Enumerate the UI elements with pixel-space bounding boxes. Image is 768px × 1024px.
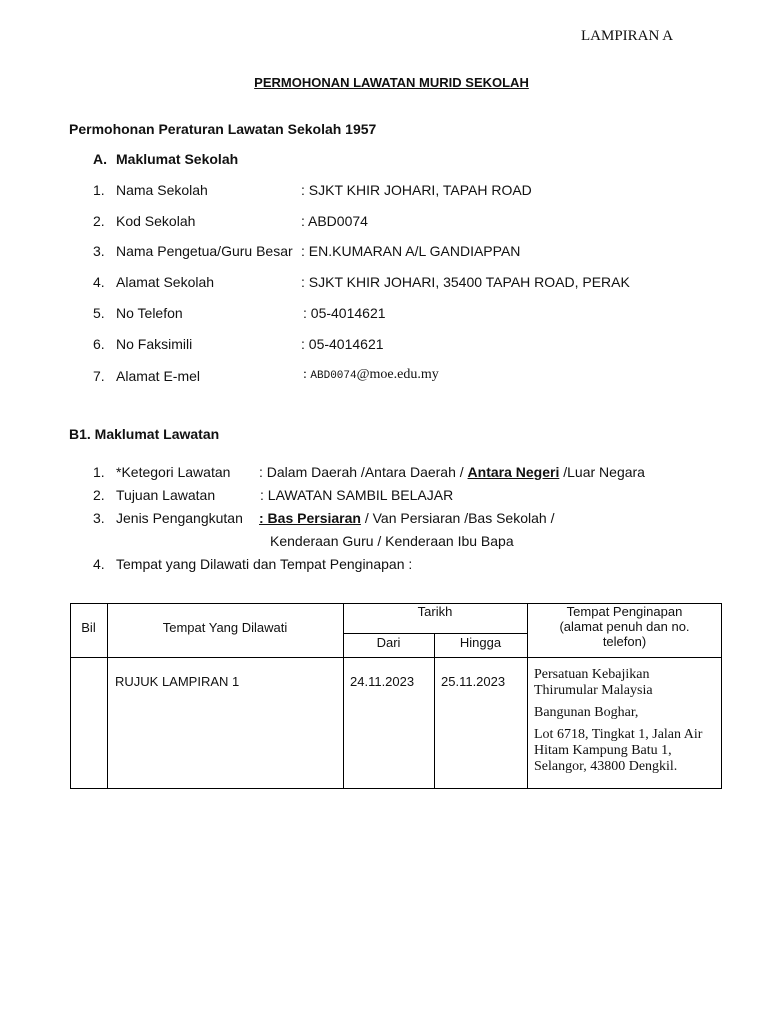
penginapan-building: Bangunan Boghar, (534, 705, 639, 720)
header-penginapan (527, 604, 722, 649)
row-number: 5. (93, 305, 105, 321)
jenis-options: / Van Persiaran /Bas Sekolah / (360, 510, 555, 526)
field-value-alamat-sekolah: : SJKT KHIR JOHARI, 35400 TAPAH ROAD, PERAK (301, 274, 630, 290)
header-tempat: Tempat Yang Dilawati (162, 620, 288, 635)
penginapan-name: Persatuan Kebajikan Thirumular Malaysia (534, 667, 653, 698)
kategori-selected: Antara Negeri (467, 464, 560, 480)
page-subtitle: Permohonan Peraturan Lawatan Sekolah 1957 (69, 121, 377, 137)
section-a-number: A. (93, 151, 107, 167)
field-value-tujuan: : LAWATAN SAMBIL BELAJAR (260, 487, 454, 503)
page-title: PERMOHONAN LAWATAN MURID SEKOLAH (254, 75, 529, 90)
jenis-selected: : Bas Persiaran (259, 510, 361, 526)
row-number: 6. (93, 336, 105, 352)
field-value-jenis-line2: Kenderaan Guru / Kenderaan Ibu Bapa (270, 533, 514, 549)
field-label-nama-pengetua: Nama Pengetua/Guru Besar (116, 243, 293, 259)
row-number: 7. (93, 368, 105, 384)
field-label-kod-sekolah: Kod Sekolah (116, 213, 196, 229)
email-prefix: : (303, 367, 311, 382)
kategori-options-a: : Dalam Daerah /Antara Daerah / (259, 464, 468, 480)
kategori-options-b: /Luar Negara (559, 464, 645, 480)
row-number: 1. (93, 182, 105, 198)
row-number: 1. (93, 464, 105, 480)
field-label-no-telefon: No Telefon (116, 305, 183, 321)
section-a-title: Maklumat Sekolah (116, 151, 239, 167)
lampiran-label: LAMPIRAN A (581, 28, 674, 44)
table-col-divider (343, 603, 344, 789)
header-hingga: Hingga (459, 635, 502, 650)
field-label-jenis: Jenis Pengangkutan (116, 510, 243, 526)
penginapan-address: Lot 6718, Tingkat 1, Jalan Air Hitam Kampung Batu 1, Selangor, 43800 Dengkil. (534, 727, 703, 774)
field-value-nama-sekolah: : SJKT KHIR JOHARI, TAPAH ROAD (301, 182, 532, 198)
visit-table (70, 603, 722, 789)
header-penginapan-line2: (alamat penuh dan no. (559, 619, 690, 634)
table-header-divider (70, 657, 722, 658)
header-penginapan-line1: Tempat Penginapan (566, 604, 683, 619)
header-tarikh: Tarikh (417, 604, 453, 619)
field-value-alamat-emel (303, 367, 439, 383)
row-number: 2. (93, 213, 105, 229)
field-label-tempat: Tempat yang Dilawati dan Tempat Penginapan : (116, 556, 413, 572)
cell-tempat: RUJUK LAMPIRAN 1 (115, 674, 240, 689)
field-value-kod-sekolah: : ABD0074 (301, 213, 368, 229)
cell-dari: 24.11.2023 (350, 674, 415, 689)
header-penginapan-line3: telefon) (602, 634, 647, 649)
cell-hingga: 25.11.2023 (441, 674, 506, 689)
header-dari: Dari (376, 635, 401, 650)
field-label-no-faksimili: No Faksimili (116, 336, 193, 352)
field-value-jenis (259, 510, 554, 526)
field-value-no-faksimili: : 05-4014621 (301, 336, 384, 352)
row-number: 4. (93, 274, 105, 290)
field-value-nama-pengetua: : EN.KUMARAN A/L GANDIAPPAN (301, 243, 521, 259)
section-a-heading (93, 151, 238, 167)
row-number: 3. (93, 243, 105, 259)
section-b1-heading: B1. Maklumat Lawatan (69, 426, 220, 442)
table-border-bottom (70, 788, 722, 789)
email-code: ABD0074 (310, 370, 357, 382)
row-number: 4. (93, 556, 105, 572)
row-number: 2. (93, 487, 105, 503)
email-domain: @moe.edu.my (356, 367, 439, 382)
field-label-nama-sekolah: Nama Sekolah (116, 182, 208, 198)
field-label-alamat-sekolah: Alamat Sekolah (116, 274, 215, 290)
field-value-no-telefon: : 05-4014621 (303, 305, 386, 321)
field-label-alamat-emel: Alamat E-mel (116, 368, 201, 384)
field-label-kategori: *Ketegori Lawatan (116, 464, 231, 480)
field-value-kategori (259, 464, 645, 480)
row-number: 3. (93, 510, 105, 526)
field-label-tujuan: Tujuan Lawatan (116, 487, 216, 503)
cell-penginapan (534, 667, 714, 775)
table-subheader-divider (343, 633, 527, 634)
header-bil: Bil (81, 620, 96, 635)
